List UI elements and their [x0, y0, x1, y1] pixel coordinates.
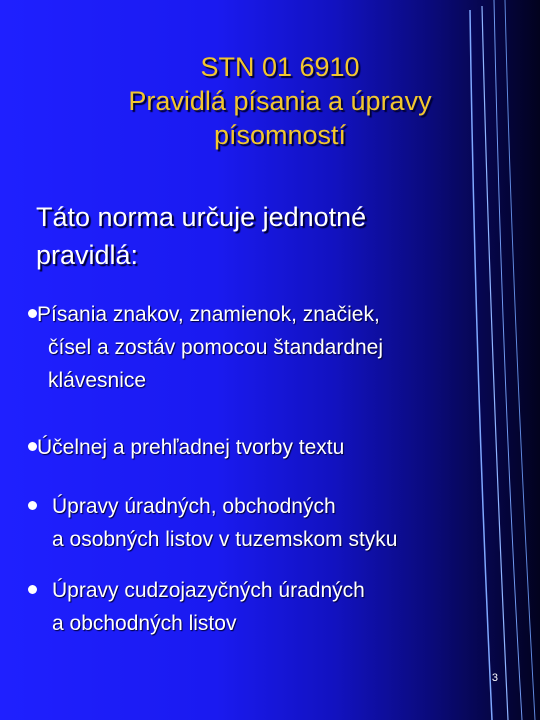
slide-title — [40, 50, 520, 152]
bullet-1-line-3: klávesnice — [48, 369, 147, 392]
title-line-3: písomností — [213, 120, 347, 150]
bullet-1-line-1: Písania znakov, znamienok, značiek, — [37, 303, 380, 326]
bullet-dot-icon — [28, 501, 37, 510]
title-line-1: STN 01 6910 — [200, 52, 360, 82]
bullet-dot-icon — [28, 442, 37, 451]
bullet-item-2 — [28, 431, 498, 464]
bullet-dot-icon — [28, 309, 37, 318]
bullet-item-3 — [28, 490, 498, 556]
slide-subtitle — [36, 198, 496, 274]
bullet-4-line-2: a obchodných listov — [52, 612, 237, 635]
bullet-dot-icon — [28, 585, 37, 594]
page-number: 3 — [491, 672, 498, 684]
subtitle-line-1: Táto norma určuje jednotné — [36, 202, 367, 232]
bullet-item-4 — [28, 574, 498, 640]
bullet-item-1 — [28, 298, 498, 397]
bullet-2-line-1: Účelnej a prehľadnej tvorby textu — [37, 436, 345, 459]
subtitle-line-2: pravidlá: — [36, 240, 139, 270]
bullet-4-line-1: Úpravy cudzojazyčných úradných — [52, 579, 365, 602]
bullet-3-line-1: Úpravy úradných, obchodných — [52, 495, 336, 518]
title-line-2: Pravidlá písania a úpravy — [128, 86, 432, 116]
bullet-1-line-2: čísel a zostáv pomocou štandardnej — [48, 336, 384, 359]
bullet-3-line-2: a osobných listov v tuzemskom styku — [52, 528, 398, 551]
